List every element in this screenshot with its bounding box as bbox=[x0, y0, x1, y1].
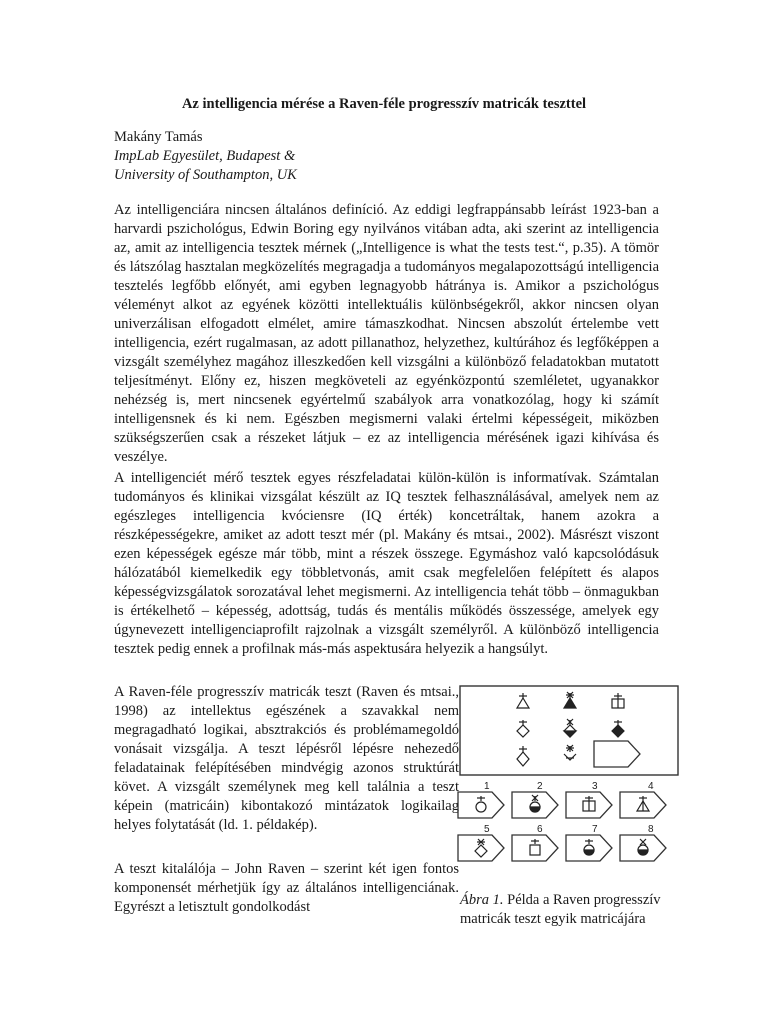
answer-option-glyphs-row-2 bbox=[475, 839, 648, 857]
matrix-cell-r1c2 bbox=[564, 692, 576, 708]
paragraph-2: A intelligenciét mérő tesztek egyes részfeladatai külön-külön is informatívak. Számtalan tudományos és klinikai vizsgálat készült az IQ tesztek felhasználásával, amelyek nem az egészleges intelligencia kvóciensre (IQ érték) koncetráltak, hanem azokra a részképességekre, amiket az adott teszt mér (pl. Makány és mtsai., 2002). Másrészt viszont ezen képességek egésze már több, mint a részek összege. Egymáshoz való kapcsolódásuk hálózatából kiemelkedik egy többletvonás, amit csak megfelelően felépített és alapos képességvizsgálatok sorozatával lehet megismerni. Az intelligencia tehát több – önmagukban is értékelhető – képesség, adottság, tudás és mentális működés összessége, amelyek egy úgynevezett intelligenciaprofilt rajzolnak a vizsgált személyről. A különböző intelligencia tesztek pedig ennek a profilnak más-más aspektusára helyezik a hangsúlyt. bbox=[114, 470, 659, 657]
option-number-8: 8 bbox=[648, 824, 654, 835]
option-number-4: 4 bbox=[648, 781, 654, 792]
matrix-missing-cell bbox=[594, 741, 640, 767]
option-number-2: 2 bbox=[537, 781, 543, 792]
author-affiliation-2: University of Southampton, UK bbox=[114, 167, 297, 183]
answer-option-6[interactable] bbox=[512, 835, 558, 861]
matrix-cell-r1c3 bbox=[612, 693, 624, 708]
matrix-cell-r2c3 bbox=[612, 720, 624, 737]
answer-options-row-2-labels bbox=[484, 824, 654, 835]
matrix-cell-r3c1 bbox=[517, 746, 529, 766]
answer-option-2[interactable] bbox=[512, 792, 558, 818]
paragraph-3: A Raven-féle progresszív matricák teszt (Raven és mtsai., 1998) az intellektus egészének a szavakkal nem megragadható logikai, absztrakciós és problémamegoldó vonásait vizsgálja. A teszt lépésről lépésre nehezedő feladatainak felépítésében mindvégig azonos struktúrát követ. A vizsgált személynek meg kell találnia a teszt képein (matricáin) kibontakozó mintázatok logikailag helyes folytatását (ld. 1. példakép). bbox=[114, 684, 459, 833]
raven-matrix-drawing bbox=[452, 682, 692, 882]
option-number-1: 1 bbox=[484, 781, 490, 792]
figure-caption-text: Példa a Raven progresszív matricák teszt egyik matricájára bbox=[460, 892, 661, 927]
figure-caption bbox=[460, 891, 690, 929]
author-affiliation-1: ImpLab Egyesület, Budapest & bbox=[114, 148, 296, 164]
option-number-6: 6 bbox=[537, 824, 543, 835]
answer-options-row-1 bbox=[484, 781, 654, 792]
author-name: Makány Tamás bbox=[114, 129, 203, 145]
paper-title: Az intelligencia mérése a Raven-féle progresszív matricák teszttel bbox=[181, 96, 587, 112]
option-number-7: 7 bbox=[592, 824, 598, 835]
matrix-cell-r2c1 bbox=[517, 720, 529, 737]
answer-option-7[interactable] bbox=[566, 835, 612, 861]
option-number-3: 3 bbox=[592, 781, 598, 792]
answer-option-1[interactable] bbox=[458, 792, 504, 818]
paragraph-4: A teszt kitalálója – John Raven – szerint két igen fontos komponensét mérhetjük így az általános intelligenciának. Egyrészt a letisztult gondolkodást bbox=[114, 861, 459, 915]
matrix-cell-r1c1 bbox=[517, 693, 529, 708]
author-block bbox=[114, 128, 297, 185]
matrix-cell-r3c2 bbox=[564, 745, 576, 760]
answer-option-8[interactable] bbox=[620, 835, 666, 861]
paragraph-1: Az intelligenciára nincsen általános definíció. Az eddigi legfrappánsabb leírást 1923-ban a harvardi pszichológus, Edwin Boring egy nyilvános vitában adta, aki szerint az intelligencia az, amit az intelligencia tesztek mérnek („Intelligence is what the tests test.“, p.35). A tömör és látszólag hasztalan megközelítés megragadja a tudományos megalapozottságú intelligencia tesztelés legfőbb előnyét, ami egyben legnagyobb hátránya is. Amikor a pszichológus véleményt alkot az egyének közötti intellektuális különbségekről, akkor nincsen olyan univerzálisan elfogadott elmélet, amire támaszkodhat. Nincsen abszolút értelembe vett intelligencia, ezért rugalmasan, az adott pillanathoz, helyzethez, kultúrához és legfőképpen a vizsgált személyhez magához illeszkedően kell vizsgálni a különböző feladatokban mutatott teljesítményt. Előny ez, hiszen megköveteli az egyénközpontú szemléletet, ugyanakkor nehézség is, mert nincsenek egyértelmű szabályok arra vonatkozólag, hogy ki számít intelligensnek és ki nem. Egészben megismerni valaki értelmi képességeit, miközben szükségszerűen csak a részeket látjuk – ez az intelligencia mérésének igazi kihívása és veszélye. bbox=[114, 202, 659, 465]
figure-caption-label: Ábra 1. bbox=[460, 892, 504, 908]
matrix-cell-r2c2 bbox=[564, 719, 576, 737]
option-number-5: 5 bbox=[484, 824, 490, 835]
